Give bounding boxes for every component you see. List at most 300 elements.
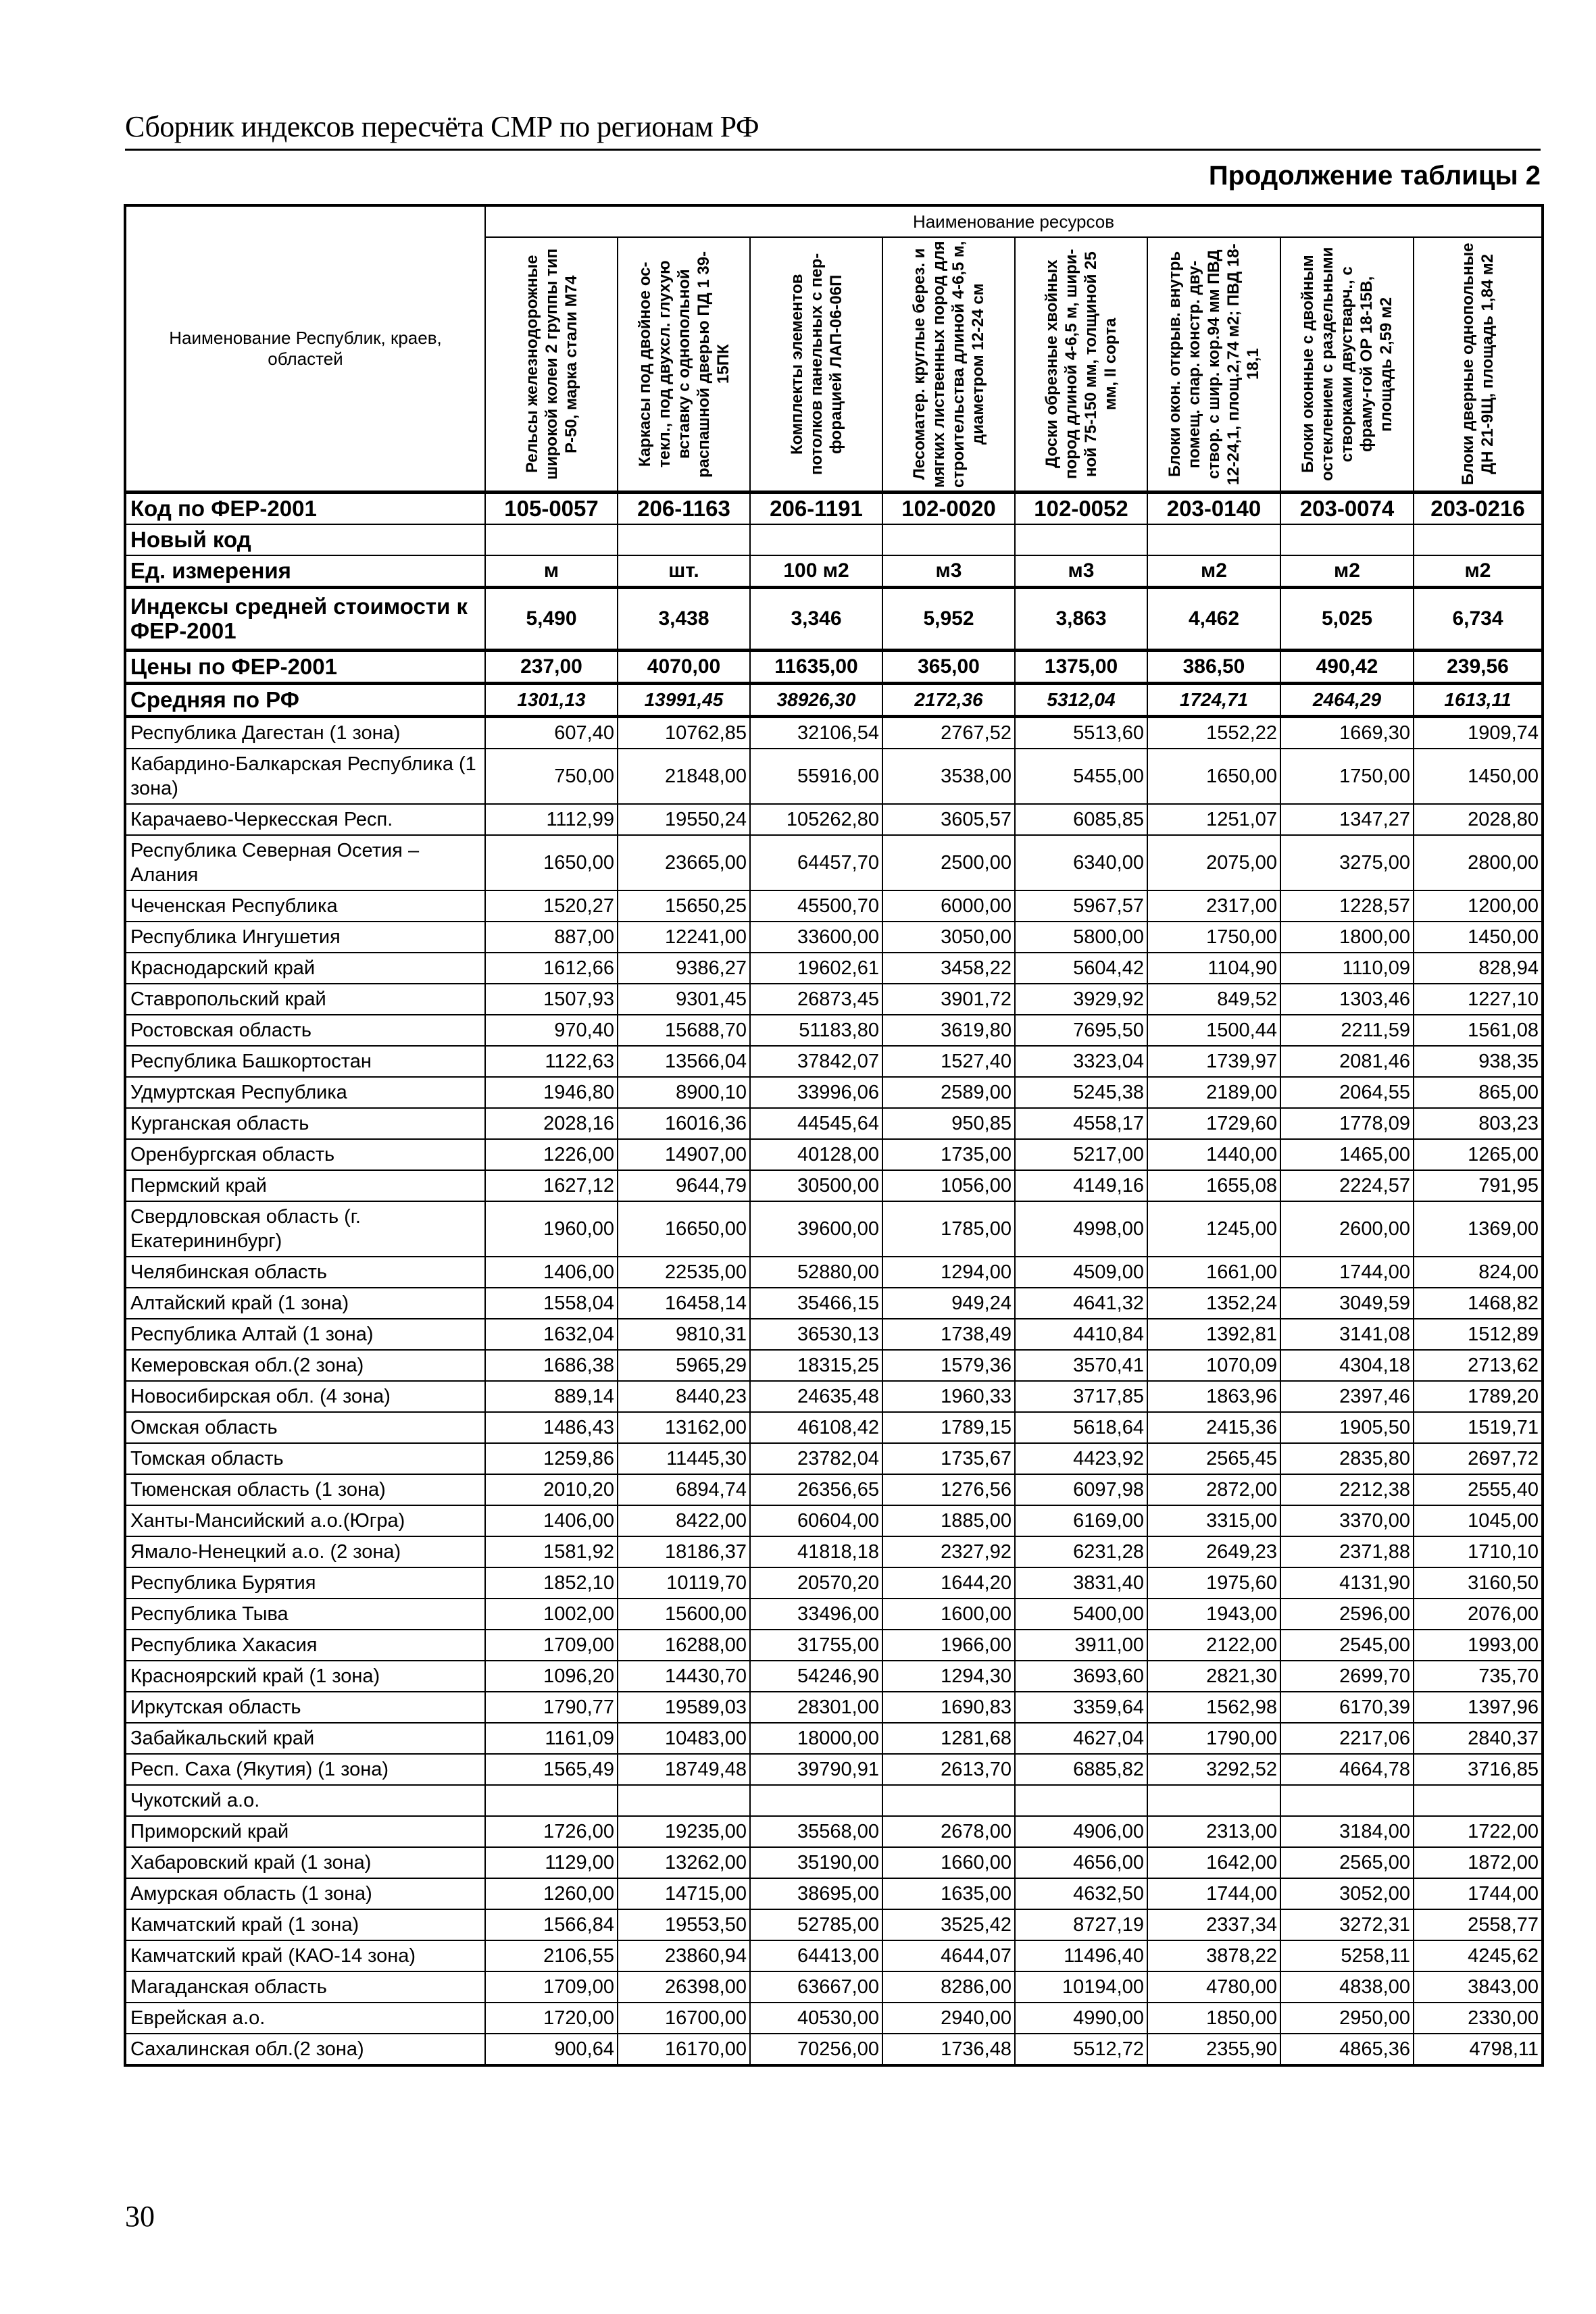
table-row [125, 1170, 1543, 1201]
region-name: Тюменская область (1 зона) [125, 1474, 485, 1505]
price-cell: 2397,46 [1280, 1381, 1414, 1412]
meta-cell: 2464,29 [1280, 684, 1414, 717]
price-cell: 4798,11 [1414, 2034, 1543, 2065]
price-cell: 3370,00 [1280, 1505, 1414, 1536]
price-cell: 1579,36 [882, 1350, 1015, 1381]
price-cell: 1738,49 [882, 1319, 1015, 1350]
price-cell: 1228,57 [1280, 890, 1414, 922]
meta-cell [1280, 524, 1414, 555]
price-cell: 40128,00 [750, 1139, 882, 1170]
price-cell: 2555,40 [1414, 1474, 1543, 1505]
region-name: Чеченская Республика [125, 890, 485, 922]
meta-row-code [125, 493, 1543, 525]
price-cell: 1566,84 [485, 1909, 618, 1940]
price-cell: 2317,00 [1147, 890, 1280, 922]
price-cell: 4149,16 [1015, 1170, 1147, 1201]
price-cell: 23782,04 [750, 1443, 882, 1474]
price-cell [618, 1785, 750, 1816]
price-cell [1414, 1785, 1543, 1816]
resource-column-header [618, 237, 750, 493]
meta-cell: 2172,36 [882, 684, 1015, 717]
price-cell: 1600,00 [882, 1599, 1015, 1630]
price-cell: 1294,00 [882, 1257, 1015, 1288]
price-cell: 1259,86 [485, 1443, 618, 1474]
price-cell: 1581,92 [485, 1536, 618, 1567]
price-cell: 2106,55 [485, 1940, 618, 1971]
price-cell: 30500,00 [750, 1170, 882, 1201]
price-cell: 55916,00 [750, 749, 882, 804]
price-cell: 26873,45 [750, 984, 882, 1015]
price-cell: 2699,70 [1280, 1661, 1414, 1692]
table-row [125, 804, 1543, 835]
price-cell: 1558,04 [485, 1288, 618, 1319]
table-row [125, 1599, 1543, 1630]
table-row [125, 1754, 1543, 1785]
price-cell: 2713,62 [1414, 1350, 1543, 1381]
table-row [125, 1350, 1543, 1381]
region-name: Забайкальский край [125, 1723, 485, 1754]
region-name: Ростовская область [125, 1015, 485, 1046]
price-cell: 1561,08 [1414, 1015, 1543, 1046]
region-name: Томская область [125, 1443, 485, 1474]
table-row [125, 1723, 1543, 1754]
resource-column-label: Лесоматер. круглые берез. и мягких лиственных пород для строительства длиной 4-6,5 м, диаметром 12-24 см [910, 241, 987, 488]
region-name: Омская область [125, 1412, 485, 1443]
region-name: Курганская область [125, 1108, 485, 1139]
price-cell: 1905,50 [1280, 1412, 1414, 1443]
price-cell: 1440,00 [1147, 1139, 1280, 1170]
price-cell: 15600,00 [618, 1599, 750, 1630]
meta-row-label: Средняя по РФ [125, 684, 485, 717]
price-cell: 1392,81 [1147, 1319, 1280, 1350]
price-cell: 3831,40 [1015, 1567, 1147, 1599]
price-cell: 44545,64 [750, 1108, 882, 1139]
meta-cell: 3,863 [1015, 588, 1147, 651]
price-cell: 4423,92 [1015, 1443, 1147, 1474]
meta-cell [618, 524, 750, 555]
region-name: Алтайский край (1 зона) [125, 1288, 485, 1319]
price-cell: 5245,38 [1015, 1077, 1147, 1108]
price-cell: 3717,85 [1015, 1381, 1147, 1412]
price-cell: 26398,00 [618, 1971, 750, 2003]
resources-group-header: Наименование ресурсов [485, 205, 1543, 237]
price-cell: 24635,48 [750, 1381, 882, 1412]
table-row [125, 1971, 1543, 2003]
region-name: Иркутская область [125, 1692, 485, 1723]
price-cell: 1720,00 [485, 2003, 618, 2034]
price-cell: 1655,08 [1147, 1170, 1280, 1201]
resource-column-header [1015, 237, 1147, 493]
price-cell: 6340,00 [1015, 835, 1147, 890]
table-row [125, 1443, 1543, 1474]
price-cell: 2565,00 [1280, 1847, 1414, 1878]
price-cell: 14430,70 [618, 1661, 750, 1692]
price-cell: 3315,00 [1147, 1505, 1280, 1536]
price-cell: 6085,85 [1015, 804, 1147, 835]
price-cell: 2500,00 [882, 835, 1015, 890]
price-cell: 1750,00 [1147, 922, 1280, 953]
price-cell: 2940,00 [882, 2003, 1015, 2034]
price-cell: 2355,90 [1147, 2034, 1280, 2065]
price-cell [882, 1785, 1015, 1816]
price-cell: 1750,00 [1280, 749, 1414, 804]
price-cell: 6231,28 [1015, 1536, 1147, 1567]
meta-cell: м3 [1015, 555, 1147, 588]
meta-row-unit [125, 555, 1543, 588]
price-cell: 3901,72 [882, 984, 1015, 1015]
price-cell: 9386,27 [618, 953, 750, 984]
price-cell: 3272,31 [1280, 1909, 1414, 1940]
price-cell: 1789,15 [882, 1412, 1015, 1443]
price-cell: 5604,42 [1015, 953, 1147, 984]
price-cell: 7695,50 [1015, 1015, 1147, 1046]
price-cell: 1096,20 [485, 1661, 618, 1692]
price-cell: 1800,00 [1280, 922, 1414, 953]
price-cell: 16458,14 [618, 1288, 750, 1319]
table-row [125, 717, 1543, 749]
price-cell: 1406,00 [485, 1257, 618, 1288]
price-cell: 3141,08 [1280, 1319, 1414, 1350]
price-cell: 33600,00 [750, 922, 882, 953]
price-cell: 1303,46 [1280, 984, 1414, 1015]
price-cell: 15688,70 [618, 1015, 750, 1046]
price-cell [1015, 1785, 1147, 1816]
price-cell: 2217,06 [1280, 1723, 1414, 1754]
price-cell: 2840,37 [1414, 1723, 1543, 1754]
meta-row-index [125, 588, 1543, 651]
price-cell: 4558,17 [1015, 1108, 1147, 1139]
price-cell: 970,40 [485, 1015, 618, 1046]
region-name: Камчатский край (КАО-14 зона) [125, 1940, 485, 1971]
price-cell: 6885,82 [1015, 1754, 1147, 1785]
table-row [125, 1536, 1543, 1567]
price-cell: 1650,00 [485, 835, 618, 890]
price-cell: 938,35 [1414, 1046, 1543, 1077]
price-cell: 3160,50 [1414, 1567, 1543, 1599]
price-cell: 1486,43 [485, 1412, 618, 1443]
running-title: Сборник индексов пересчёта СМР по регионам РФ [125, 110, 759, 143]
meta-cell: 6,734 [1414, 588, 1543, 651]
price-cell: 900,64 [485, 2034, 618, 2065]
price-cell: 2010,20 [485, 1474, 618, 1505]
table-row [125, 984, 1543, 1015]
price-cell: 3525,42 [882, 1909, 1015, 1940]
price-cell: 1966,00 [882, 1630, 1015, 1661]
price-cell: 5455,00 [1015, 749, 1147, 804]
meta-row-label: Цены по ФЕР-2001 [125, 651, 485, 684]
price-cell: 16650,00 [618, 1201, 750, 1257]
price-cell: 1245,00 [1147, 1201, 1280, 1257]
meta-cell: 1375,00 [1015, 651, 1147, 684]
price-cell: 1744,00 [1414, 1878, 1543, 1909]
price-cell: 803,23 [1414, 1108, 1543, 1139]
price-cell: 19550,24 [618, 804, 750, 835]
price-cell: 2565,45 [1147, 1443, 1280, 1474]
meta-cell: 206-1191 [750, 493, 882, 525]
price-cell: 11496,40 [1015, 1940, 1147, 1971]
price-cell: 52880,00 [750, 1257, 882, 1288]
price-cell: 1850,00 [1147, 2003, 1280, 2034]
price-cell: 1507,93 [485, 984, 618, 1015]
table-row [125, 1046, 1543, 1077]
price-cell: 4131,90 [1280, 1567, 1414, 1599]
price-cell: 1070,09 [1147, 1350, 1280, 1381]
resource-column-label: Рельсы железнодорожные широкой колеи 2 группы тип Р-50, марка стали М74 [522, 248, 580, 480]
table-data-rows [125, 717, 1543, 2066]
meta-cell [1414, 524, 1543, 555]
price-cell: 949,24 [882, 1288, 1015, 1319]
price-cell: 16170,00 [618, 2034, 750, 2065]
meta-cell: 4,462 [1147, 588, 1280, 651]
price-cell: 2313,00 [1147, 1816, 1280, 1847]
price-cell: 9644,79 [618, 1170, 750, 1201]
meta-cell: 1724,71 [1147, 684, 1280, 717]
price-cell: 1112,99 [485, 804, 618, 835]
resource-column-header [485, 237, 618, 493]
price-cell: 1726,00 [485, 1816, 618, 1847]
price-cell: 3538,00 [882, 749, 1015, 804]
price-cell: 4641,32 [1015, 1288, 1147, 1319]
table-row [125, 1015, 1543, 1046]
region-name: Чукотский а.о. [125, 1785, 485, 1816]
price-cell: 12241,00 [618, 922, 750, 953]
table-row [125, 1139, 1543, 1170]
price-cell: 105262,80 [750, 804, 882, 835]
meta-row-label: Ед. измерения [125, 555, 485, 588]
price-cell: 41818,18 [750, 1536, 882, 1567]
price-cell: 1744,00 [1280, 1257, 1414, 1288]
meta-cell: 365,00 [882, 651, 1015, 684]
meta-row-label: Новый код [125, 524, 485, 555]
table-row [125, 1567, 1543, 1599]
region-name: Республика Бурятия [125, 1567, 485, 1599]
resource-column-label: Блоки дверные однопольные ДН 21-9Щ, площадь 1,84 м2 [1459, 243, 1497, 486]
price-cell: 1735,00 [882, 1139, 1015, 1170]
price-cell: 5967,57 [1015, 890, 1147, 922]
meta-cell [882, 524, 1015, 555]
table-row [125, 1108, 1543, 1139]
price-cell: 5217,00 [1015, 1139, 1147, 1170]
price-cell: 3458,22 [882, 953, 1015, 984]
resource-column-label: Доски обрезные хвойных пород длиной 4-6,5 м, шири-ной 75-150 мм, толщиной 25 мм, II сорта [1043, 249, 1120, 480]
price-cell: 19602,61 [750, 953, 882, 984]
price-cell: 16700,00 [618, 2003, 750, 2034]
meta-cell: 100 м2 [750, 555, 882, 588]
price-cell: 1744,00 [1147, 1878, 1280, 1909]
region-name: Республика Алтай (1 зона) [125, 1319, 485, 1350]
table-row [125, 1381, 1543, 1412]
price-cell: 16016,36 [618, 1108, 750, 1139]
region-name: Карачаево-Черкесская Респ. [125, 804, 485, 835]
meta-cell: 386,50 [1147, 651, 1280, 684]
price-cell: 9810,31 [618, 1319, 750, 1350]
price-cell: 3292,52 [1147, 1754, 1280, 1785]
table-row [125, 1257, 1543, 1288]
meta-cell: 3,438 [618, 588, 750, 651]
price-cell: 1885,00 [882, 1505, 1015, 1536]
price-cell: 1710,10 [1414, 1536, 1543, 1567]
price-cell: 1660,00 [882, 1847, 1015, 1878]
table-row [125, 922, 1543, 953]
price-cell: 950,85 [882, 1108, 1015, 1139]
price-cell: 791,95 [1414, 1170, 1543, 1201]
price-cell: 10483,00 [618, 1723, 750, 1754]
resource-column-label: Каркасы под двойное ос-текл., под двухсл. глухую вставку с однопольной распашной дверью ПД 1 39-15ПК [635, 251, 732, 478]
region-name: Еврейская а.о. [125, 2003, 485, 2034]
price-cell: 6894,74 [618, 1474, 750, 1505]
price-cell: 1661,00 [1147, 1257, 1280, 1288]
price-cell: 35190,00 [750, 1847, 882, 1878]
meta-cell: 38926,30 [750, 684, 882, 717]
price-cell: 36530,13 [750, 1319, 882, 1350]
price-cell: 3275,00 [1280, 835, 1414, 890]
region-column-header: Наименование Республик, краев, областей [125, 205, 485, 493]
price-cell: 1251,07 [1147, 804, 1280, 835]
price-cell: 2821,30 [1147, 1661, 1280, 1692]
price-cell: 2767,52 [882, 717, 1015, 749]
price-cell: 5965,29 [618, 1350, 750, 1381]
price-cell: 16288,00 [618, 1630, 750, 1661]
meta-cell: 102-0020 [882, 493, 1015, 525]
price-cell: 52785,00 [750, 1909, 882, 1940]
region-name: Оренбургская область [125, 1139, 485, 1170]
price-cell: 8286,00 [882, 1971, 1015, 2003]
resource-column-label: Блоки окон. открыв. внутрь помещ. спар. констр. дву-створ. с шир. кор.94 мм ПВД 12-24,1, площ.2,74 м2; ПВД 18-18,1 [1166, 243, 1262, 485]
region-name: Челябинская область [125, 1257, 485, 1288]
price-cell: 3843,00 [1414, 1971, 1543, 2003]
price-cell: 14715,00 [618, 1878, 750, 1909]
price-cell: 13162,00 [618, 1412, 750, 1443]
meta-cell: м [485, 555, 618, 588]
meta-cell: 239,56 [1414, 651, 1543, 684]
price-cell: 19589,03 [618, 1692, 750, 1723]
meta-cell: 102-0052 [1015, 493, 1147, 525]
price-cell: 2613,70 [882, 1754, 1015, 1785]
price-cell: 1468,82 [1414, 1288, 1543, 1319]
price-cell: 2600,00 [1280, 1201, 1414, 1257]
region-name: Ставропольский край [125, 984, 485, 1015]
price-cell: 3911,00 [1015, 1630, 1147, 1661]
price-cell: 1265,00 [1414, 1139, 1543, 1170]
price-cell: 6000,00 [882, 890, 1015, 922]
price-cell: 5618,64 [1015, 1412, 1147, 1443]
price-cell: 849,52 [1147, 984, 1280, 1015]
price-cell: 4780,00 [1147, 1971, 1280, 2003]
price-cell: 9301,45 [618, 984, 750, 1015]
price-cell: 1347,27 [1280, 804, 1414, 835]
price-cell: 3605,57 [882, 804, 1015, 835]
price-cell: 31755,00 [750, 1630, 882, 1661]
price-cell: 1946,80 [485, 1077, 618, 1108]
price-cell: 2697,72 [1414, 1443, 1543, 1474]
price-cell: 1465,00 [1280, 1139, 1414, 1170]
price-cell: 2327,92 [882, 1536, 1015, 1567]
price-cell: 39790,91 [750, 1754, 882, 1785]
price-cell: 10119,70 [618, 1567, 750, 1599]
region-name: Ханты-Мансийский а.о.(Югра) [125, 1505, 485, 1536]
price-cell: 6097,98 [1015, 1474, 1147, 1505]
price-cell: 5513,60 [1015, 717, 1147, 749]
meta-cell: 3,346 [750, 588, 882, 651]
price-cell [1280, 1785, 1414, 1816]
region-name: Краснодарский край [125, 953, 485, 984]
price-cell: 889,14 [485, 1381, 618, 1412]
page-number: 30 [125, 2200, 155, 2233]
running-header [125, 108, 1541, 151]
table-row [125, 2003, 1543, 2034]
price-cell: 35466,15 [750, 1288, 882, 1319]
price-cell: 10194,00 [1015, 1971, 1147, 2003]
price-cell: 1161,09 [485, 1723, 618, 1754]
price-cell: 1642,00 [1147, 1847, 1280, 1878]
price-cell: 2081,46 [1280, 1046, 1414, 1077]
resource-column-header [882, 237, 1015, 493]
price-cell: 1260,00 [485, 1878, 618, 1909]
price-cell: 4998,00 [1015, 1201, 1147, 1257]
price-cell: 1863,96 [1147, 1381, 1280, 1412]
meta-cell: 5,025 [1280, 588, 1414, 651]
meta-cell: 490,42 [1280, 651, 1414, 684]
price-cell [1147, 1785, 1280, 1816]
price-cell: 8440,23 [618, 1381, 750, 1412]
price-cell: 3570,41 [1015, 1350, 1147, 1381]
price-cell: 2596,00 [1280, 1599, 1414, 1630]
price-cell: 1960,33 [882, 1381, 1015, 1412]
region-name: Республика Ингушетия [125, 922, 485, 953]
price-cell: 2224,57 [1280, 1170, 1414, 1201]
region-name: Кемеровская обл.(2 зона) [125, 1350, 485, 1381]
price-cell: 2076,00 [1414, 1599, 1543, 1630]
price-cell: 1943,00 [1147, 1599, 1280, 1630]
price-cell: 4664,78 [1280, 1754, 1414, 1785]
meta-row-plain [125, 524, 1543, 555]
table-row [125, 1816, 1543, 1847]
price-cell: 10762,85 [618, 717, 750, 749]
price-cell: 735,70 [1414, 1661, 1543, 1692]
price-cell: 1045,00 [1414, 1505, 1543, 1536]
meta-cell: м2 [1414, 555, 1543, 588]
price-cell: 3359,64 [1015, 1692, 1147, 1723]
price-cell: 28301,00 [750, 1692, 882, 1723]
price-cell: 32106,54 [750, 717, 882, 749]
meta-cell: 1613,11 [1414, 684, 1543, 717]
price-cell: 2211,59 [1280, 1015, 1414, 1046]
resource-column-header [1414, 237, 1543, 493]
price-cell: 1635,00 [882, 1878, 1015, 1909]
table-header [125, 205, 1543, 493]
price-cell: 3052,00 [1280, 1878, 1414, 1909]
price-cell: 2330,00 [1414, 2003, 1543, 2034]
price-cell: 4410,84 [1015, 1319, 1147, 1350]
price-cell: 2064,55 [1280, 1077, 1414, 1108]
price-cell: 887,00 [485, 922, 618, 953]
meta-cell [1147, 524, 1280, 555]
price-cell: 3716,85 [1414, 1754, 1543, 1785]
price-cell: 2212,38 [1280, 1474, 1414, 1505]
price-cell: 35568,00 [750, 1816, 882, 1847]
price-cell: 13566,04 [618, 1046, 750, 1077]
price-cell: 1722,00 [1414, 1816, 1543, 1847]
price-cell: 2589,00 [882, 1077, 1015, 1108]
price-cell: 18186,37 [618, 1536, 750, 1567]
region-name: Амурская область (1 зона) [125, 1878, 485, 1909]
price-cell: 1512,89 [1414, 1319, 1543, 1350]
price-cell: 1739,97 [1147, 1046, 1280, 1077]
price-cell: 2950,00 [1280, 2003, 1414, 2034]
price-cell: 1852,10 [485, 1567, 618, 1599]
table-row [125, 835, 1543, 890]
price-cell: 2678,00 [882, 1816, 1015, 1847]
